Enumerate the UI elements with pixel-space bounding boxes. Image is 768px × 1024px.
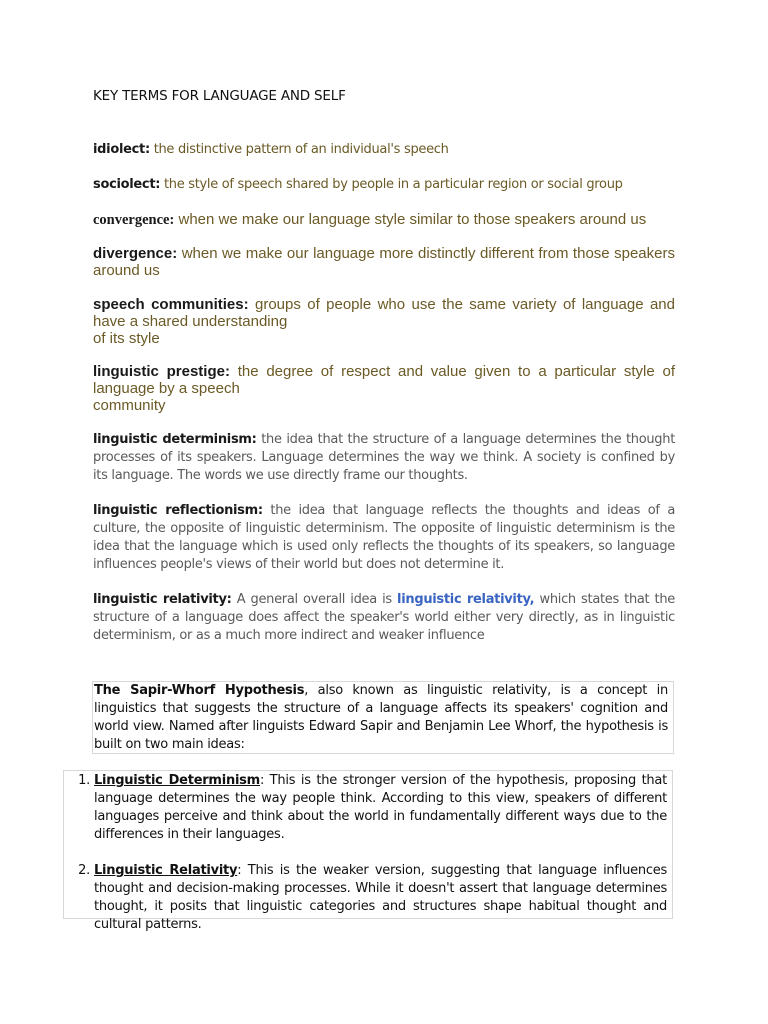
- list-item-text: : This is the stronger version of the hypothesis, proposing that language determines the way people think. According to this view, speakers of different languages perceive and think about the world in fundamentally different ways due to the differences in their languages.: [94, 773, 667, 842]
- term-label: divergence:: [93, 245, 178, 262]
- term-label: sociolect:: [93, 177, 161, 192]
- term-label: linguistic relativity:: [93, 592, 232, 607]
- term-label: speech communities:: [93, 296, 249, 313]
- term-definition: when we make our language more distinctly different from those speakers around us: [93, 245, 675, 279]
- list-item-label: Linguistic Relativity: [94, 863, 238, 878]
- term-sociolect: [93, 176, 675, 194]
- list-item: [64, 772, 667, 844]
- term-label: idiolect:: [93, 142, 150, 157]
- term-definition: the idea that language reflects the thoughts and ideas of a culture, the opposite of linguistic determinism. The opposite of linguistic determinism is the idea that the language which is used only reflects the thoughts of its speakers, so language influences people's views of their world but does not determine it.: [93, 503, 675, 572]
- term-definition: when we make our language style similar to those speakers around us: [178, 211, 647, 228]
- sapir-whorf-heading: The Sapir-Whorf Hypothesis: [94, 683, 305, 698]
- list-number: 1.: [78, 773, 90, 788]
- document-title: KEY TERMS FOR LANGUAGE AND SELF: [93, 88, 346, 104]
- list-number: 2.: [78, 863, 90, 878]
- term-convergence: [93, 211, 675, 229]
- term-definition: the distinctive pattern of an individual's speech: [153, 142, 449, 157]
- term-label: linguistic determinism:: [93, 432, 257, 447]
- term-definition-continued: of its style: [93, 330, 160, 347]
- term-linguistic-prestige: [93, 363, 675, 414]
- term-definition: the degree of respect and value given to a particular style of language by a speech: [93, 363, 675, 397]
- term-definition: the idea that the structure of a language determines the thought processes of its speakers. Language determines the way we think. A society is confined by its language. The words we use directly frame our thoughts.: [93, 432, 675, 483]
- term-definition: groups of people who use the same variety of language and have a shared understanding: [93, 296, 675, 330]
- list-item-text: : This is the weaker version, suggesting that language influences thought and decision-making processes. While it doesn't assert that language determines thought, it posits that linguistic categories and structures shape habitual thought and cultural patterns.: [94, 863, 668, 932]
- term-highlight: linguistic relativity,: [397, 592, 535, 607]
- list-item-label: Linguistic Determinism: [94, 773, 260, 788]
- term-divergence: [93, 245, 675, 279]
- sapir-whorf-intro-text: , also known as linguistic relativity, is a concept in linguistics that suggests the structure of a language affects its speakers' cognition and world view. Named after linguists Edward Sapir and Benjamin Lee Whorf, the hypothesis is built on two main ideas:: [94, 683, 668, 752]
- term-linguistic-reflectionism: [93, 502, 675, 574]
- sapir-whorf-list: [63, 770, 673, 932]
- list-item: [64, 862, 667, 934]
- term-linguistic-determinism: [93, 431, 675, 485]
- term-linguistic-relativity: [93, 591, 675, 645]
- term-label: linguistic reflectionism:: [93, 503, 263, 518]
- term-definition-post: which states that the structure of a language does affect the speaker's world either very directly, as in linguistic determinism, or as a much more indirect and weaker influence: [93, 592, 675, 643]
- term-definition-pre: A general overall idea is: [236, 592, 392, 607]
- term-label: convergence:: [93, 212, 175, 228]
- term-speech-communities: [93, 296, 675, 347]
- term-definition: the style of speech shared by people in a particular region or social group: [164, 177, 623, 192]
- term-definition-continued: community: [93, 397, 166, 414]
- term-label: linguistic prestige:: [93, 363, 230, 380]
- sapir-whorf-intro: [92, 681, 674, 754]
- term-idiolect: [93, 141, 675, 159]
